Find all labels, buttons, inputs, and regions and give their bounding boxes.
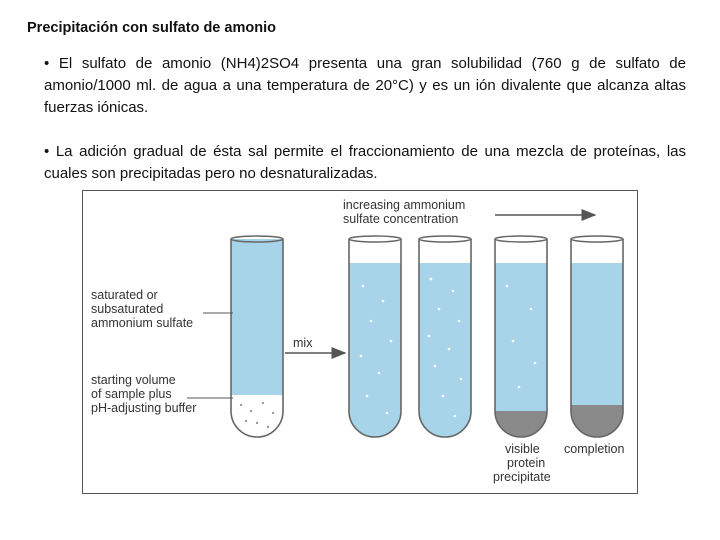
label-visible-3: precipitate: [493, 470, 551, 484]
label-visible-1: visible: [505, 442, 540, 456]
label-completion: completion: [564, 442, 625, 456]
precipitation-figure: [82, 190, 638, 494]
label-starting-1: starting volume: [91, 373, 176, 387]
label-saturated-3: ammonium sulfate: [91, 316, 194, 330]
bullet-fractionation: • La adición gradual de ésta sal permite el fraccionamiento de una mezcla de proteínas, las cuales son precipitadas pero no desnaturalizadas.: [44, 143, 686, 182]
label-starting-2: of sample plus: [91, 387, 172, 401]
label-saturated-2: subsaturated: [91, 302, 164, 316]
label-saturated-1: saturated or: [91, 288, 158, 302]
bullet-solubility: • El sulfato de amonio (NH4)2SO4 presenta una gran solubilidad (760 g de sulfato de amonio/1000 ml. de agua a una temperatura de 20°C) y es un ión divalente que alcanza altas fuerzas iónicas.: [44, 55, 686, 116]
tube-saturated-sulfate: [231, 236, 283, 437]
label-visible-2: protein: [507, 456, 546, 470]
label-increasing-1: increasing ammonium: [343, 198, 466, 212]
label-starting-3: pH-adjusting buffer: [91, 401, 197, 415]
tube-mixed-1: [349, 236, 401, 437]
tube-mixed-2: [419, 236, 471, 437]
tube-completion: [571, 236, 623, 437]
tube-visible-precipitate: [495, 236, 547, 437]
label-increasing-2: sulfate concentration: [343, 212, 459, 226]
slide-title: Precipitación con sulfato de amonio: [27, 20, 276, 36]
label-mix: mix: [293, 336, 313, 350]
